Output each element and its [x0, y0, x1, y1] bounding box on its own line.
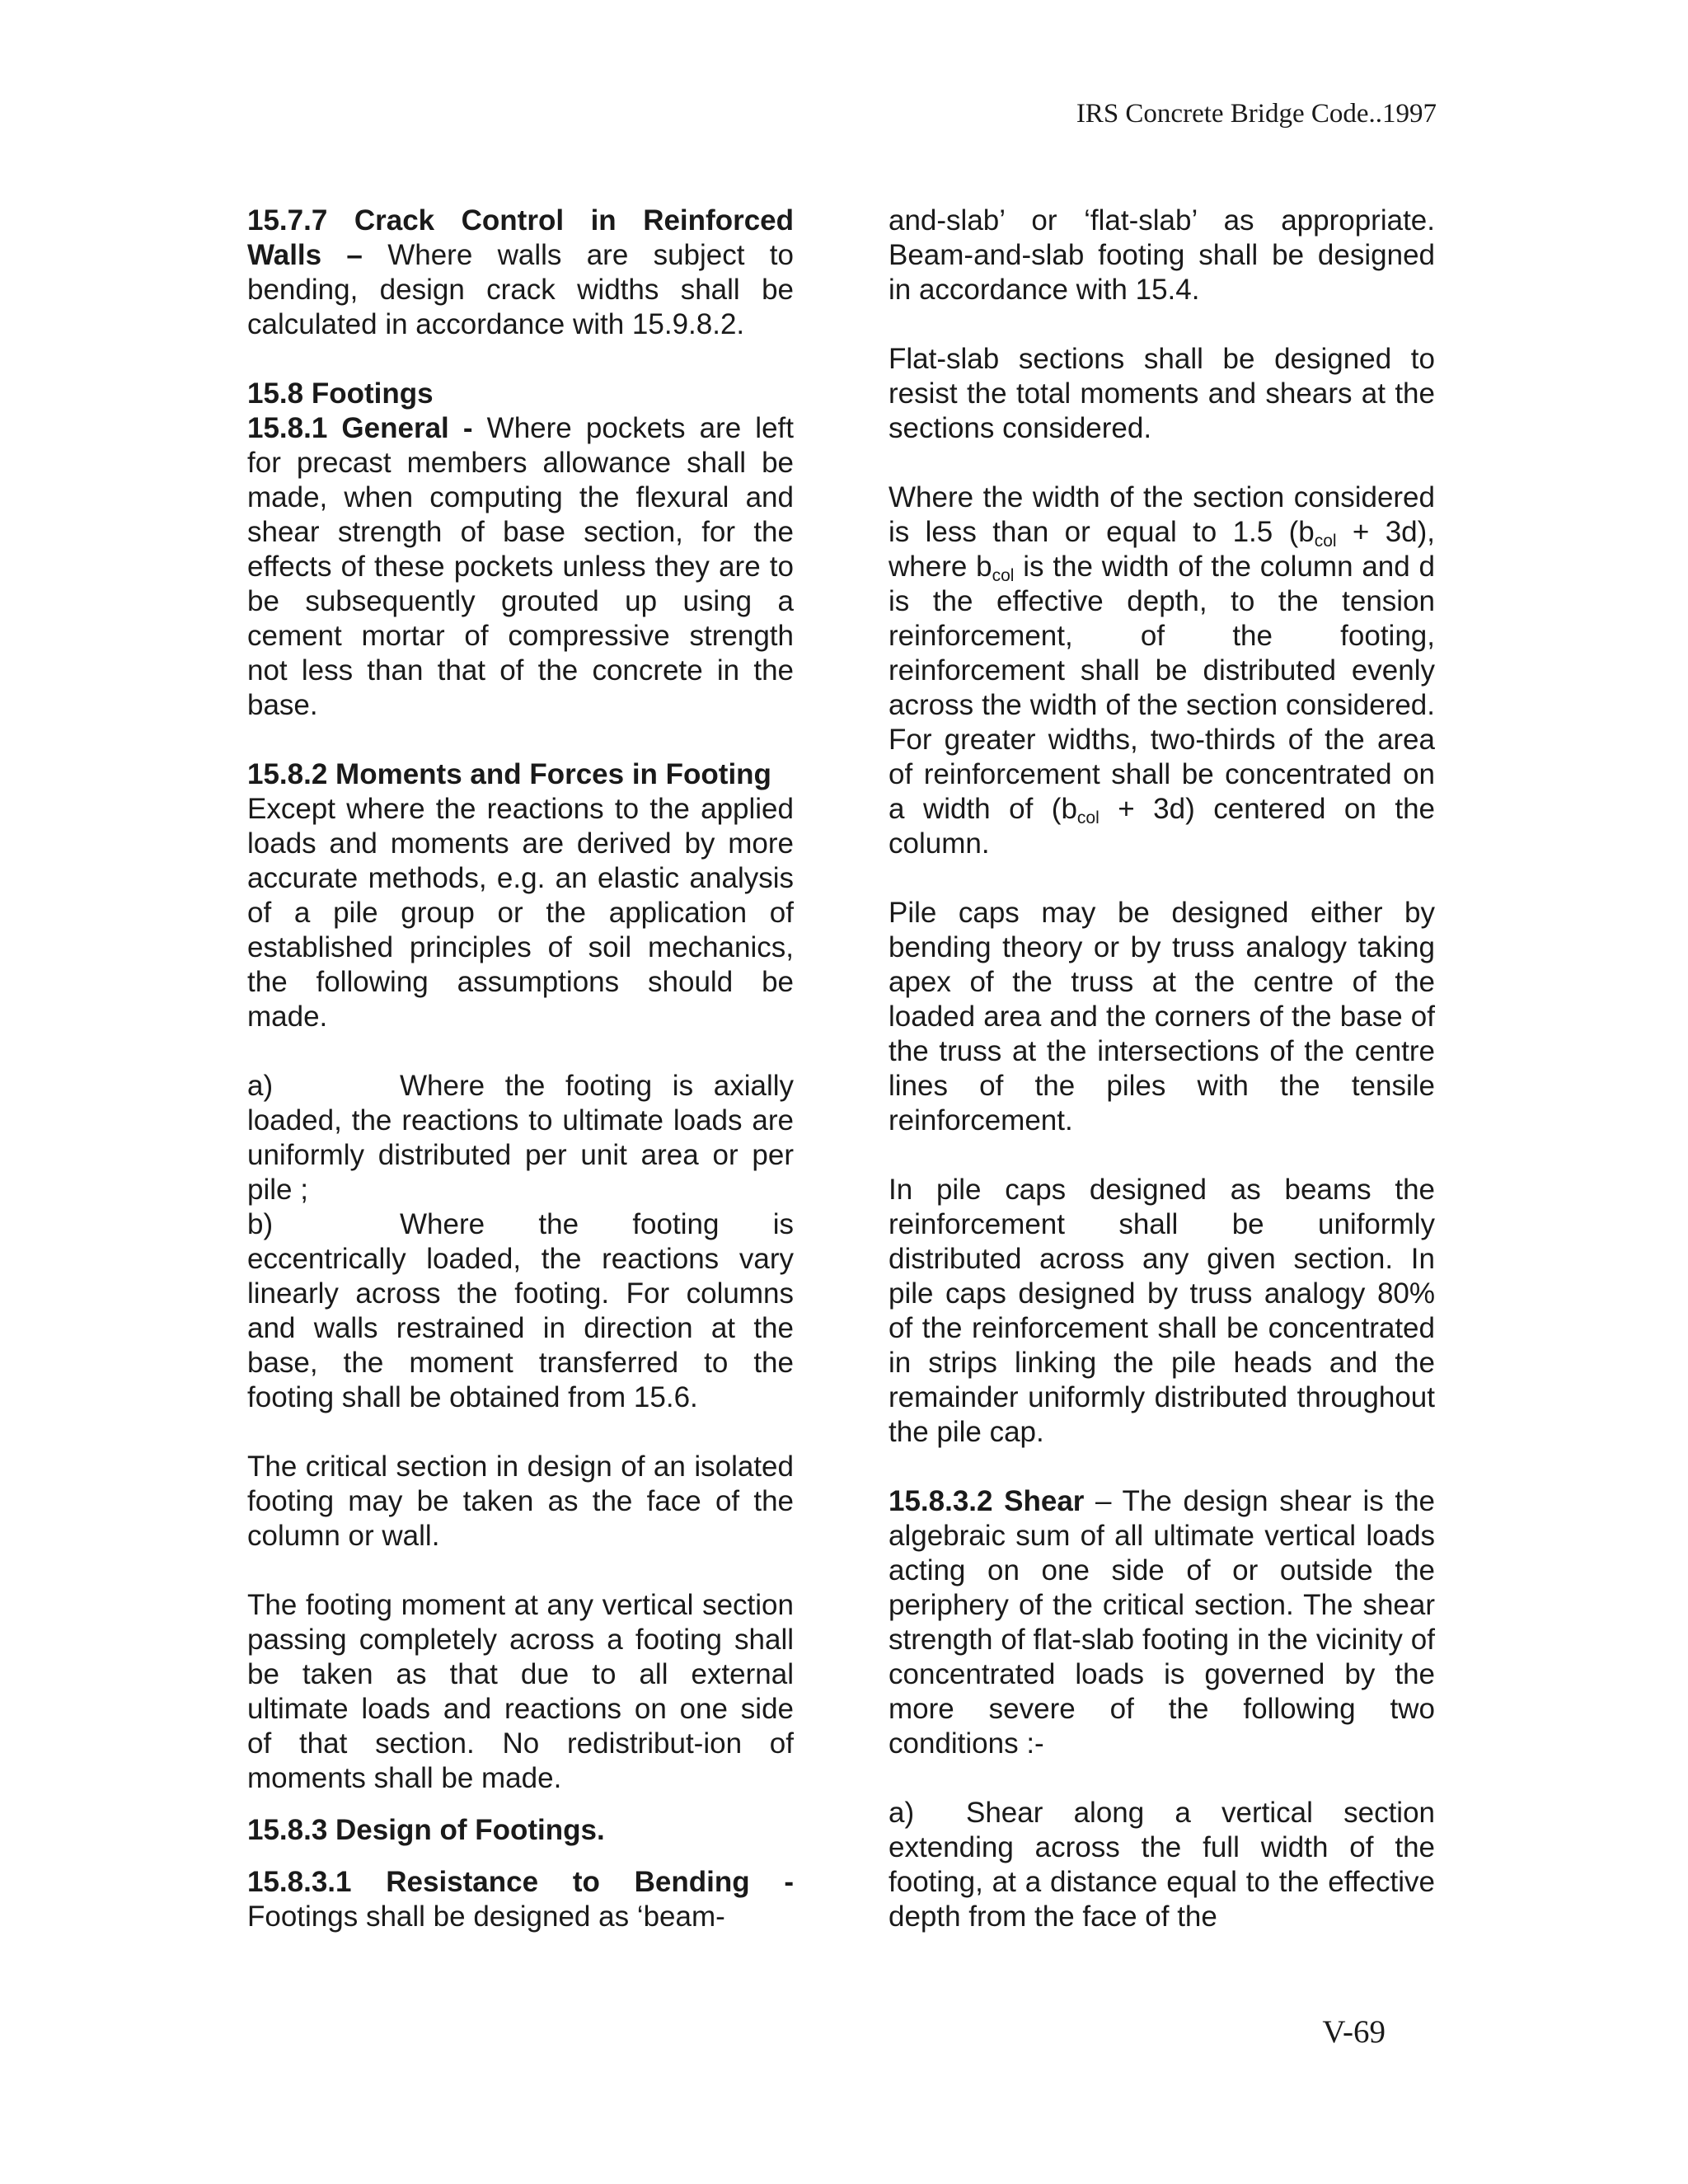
section-text: Footings shall be designed as ‘beam- — [247, 1900, 725, 1933]
paragraph-pile-caps-beams: In pile caps designed as beams the reinforcement shall be uniformly distributed across any given section. In pile caps designed by truss analogy 80% of the reinforcement shall be concentrated in strips linking the pile heads and the remainder uniformly distributed throughout the pile cap. — [889, 1174, 1435, 1448]
list-item-a — [889, 1796, 1435, 1934]
paragraph-pile-caps: Pile caps may be designed either by bending theory or by truss analogy taking apex of the truss at the centre of the loaded area and the corners of the base of the truss at the intersections of the centre lines of the piles with the tensile reinforcement. — [889, 897, 1435, 1137]
text-part: + 3d) centered on the column. — [889, 793, 1435, 860]
paragraph-critical-section: The critical section in design of an isolated footing may be taken as the face of the column or wall. — [247, 1451, 794, 1552]
list-item-a — [247, 1069, 794, 1207]
section-15-7-7 — [247, 204, 794, 342]
running-header: IRS Concrete Bridge Code..1997 — [1076, 99, 1437, 129]
subscript: col — [1076, 808, 1100, 827]
subscript: col — [1314, 532, 1337, 551]
paragraph-section-width — [889, 480, 1435, 861]
left-column — [247, 204, 794, 1934]
text-part: Where the width of the section considered is less than or equal to 1.5 (b — [889, 481, 1435, 548]
section-15-8-3-1 — [247, 1865, 794, 1934]
list-label: b) — [247, 1208, 274, 1240]
section-heading: 15.8.1 General - — [247, 412, 473, 444]
page-number: V-69 — [1322, 2014, 1386, 2050]
list-text: Where the footing is axially loaded, the reactions to ultimate loads are uniformly distributed per unit area or per pile ; — [247, 1070, 794, 1206]
paragraph-flat-slab: Flat-slab sections shall be designed to resist the total moments and shears at the sections considered. — [889, 343, 1435, 444]
section-text: Where pockets are left for precast members allowance shall be made, when computing the flexural and shear strength of base section, for the effects of these pockets unless they are to be subsequently grouted up using a cement mortar of compressive strength not less than that of the concrete in the base. — [247, 412, 794, 721]
list-text: Shear along a vertical section extending across the full width of the footing, at a distance equal to the effective depth from the face of the — [889, 1797, 1435, 1933]
list-label: a) — [889, 1797, 915, 1829]
section-15-8-3-2 — [889, 1484, 1435, 1761]
paragraph-footing-moment: The footing moment at any vertical section passing completely across a footing shall be taken as that due to all external ultimate loads and reactions on one side of that section. No redistribut-ion of moments shall be made. — [247, 1589, 794, 1794]
list-text: Where the footing is eccentrically loaded, the reactions vary linearly across the footing. For columns and walls restrained in direction at the base, the moment transferred to the footing shall be obtained from 15.6. — [247, 1208, 794, 1413]
text-part: + 3d), where b — [889, 516, 1435, 583]
text-part: is the width of the column and d is the effective depth, to the tension reinforcement, of the footing, reinforcement shall be distributed evenly across the width of the section considered. For greater widths, two-thirds of the area of reinforcement shall be concentrated on a width of (b — [889, 551, 1435, 825]
list-label: a) — [247, 1070, 274, 1102]
section-heading: 15.7.7 Crack Control in Reinforced Walls – — [247, 204, 794, 271]
section-heading-15-8: 15.8 Footings — [247, 377, 434, 410]
section-15-8-1 — [247, 411, 794, 723]
section-heading-15-8-3: 15.8.3 Design of Footings. — [247, 1814, 605, 1846]
right-column — [889, 204, 1435, 1934]
list-item-b — [247, 1207, 794, 1415]
section-text-15-8-2: Except where the reactions to the applied loads and moments are derived by more accurate methods, e.g. an elastic analysis of a pile group or the application of established principles of soil mechanics, the following assumptions should be made. — [247, 793, 794, 1033]
section-text: Where walls are subject to bending, design crack widths shall be calculated in accordance with 15.9.8.2. — [247, 239, 794, 340]
subscript: col — [992, 566, 1015, 585]
section-heading-15-8-2: 15.8.2 Moments and Forces in Footing — [247, 758, 771, 790]
section-heading: 15.8.3.1 Resistance to Bending - — [247, 1866, 794, 1898]
section-heading: 15.8.3.2 Shear — [889, 1485, 1085, 1517]
section-text: – The design shear is the algebraic sum of all ultimate vertical loads acting on one side of or outside the periphery of the critical section. The shear strength of flat-slab footing in the vicinity of concentrated loads is governed by the more severe of the following two conditions :- — [889, 1485, 1436, 1760]
continued-paragraph: and-slab’ or ‘flat-slab’ as appropriate. Beam-and-slab footing shall be designed in accordance with 15.4. — [889, 204, 1435, 306]
